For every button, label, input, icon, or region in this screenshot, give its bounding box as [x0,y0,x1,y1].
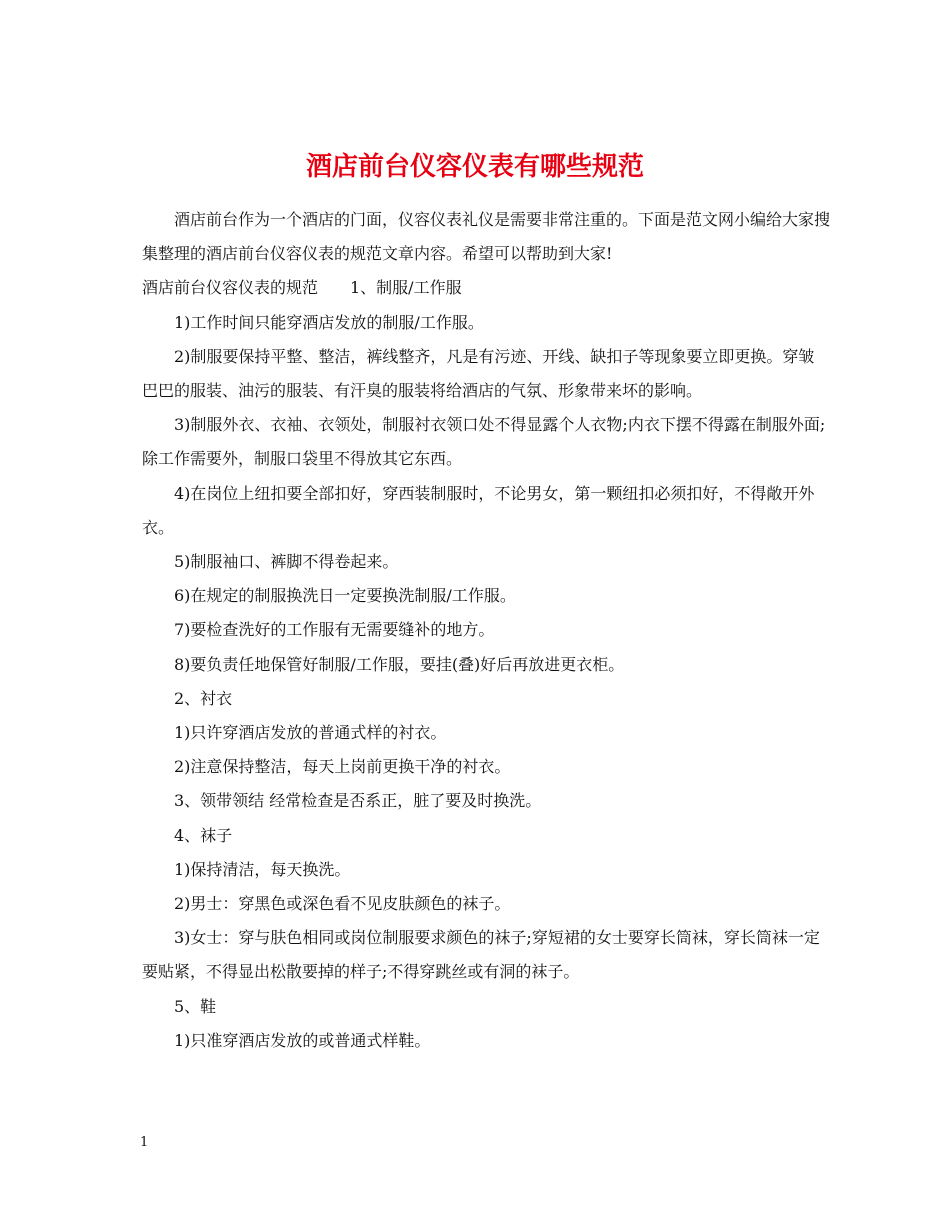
paragraph: 2)男士：穿黑色或深色看不见皮肤颜色的袜子。 [174,894,511,914]
paragraph: 5)制服袖口、裤脚不得卷起来。 [174,552,399,572]
paragraph: 4)在岗位上纽扣要全部扣好，穿西装制服时，不论男女，第一颗纽扣必须扣好，不得敞开外衣。 [142,483,815,537]
paragraph: 1)只许穿酒店发放的普通式样的衬衣。 [174,723,447,743]
paragraph: 1)只准穿酒店发放的或普通式样鞋。 [174,1030,431,1050]
paragraph: 2、衬衣 [174,688,233,708]
paragraph: 6)在规定的制服换洗日一定要换洗制服/工作服。 [174,586,516,606]
paragraph: 2)注意保持整洁，每天上岗前更换干净的衬衣。 [174,757,511,777]
paragraph: 1)工作时间只能穿酒店发放的制服/工作服。 [174,312,484,332]
paragraph: 3、领带领结 经常检查是否系正，脏了要及时换洗。 [174,791,542,811]
document-body [142,203,830,1058]
paragraph: 酒店前台仪容仪表的规范 1、制服/工作服 [142,278,462,298]
paragraph: 8)要负责任地保管好制服/工作服，要挂(叠)好后再放进更衣柜。 [174,654,625,674]
paragraph: 7)要检查洗好的工作服有无需要缝补的地方。 [174,620,495,640]
paragraph: 2)制服要保持平整、整洁，裤线整齐，凡是有污迹、开线、缺扣子等现象要立即更换。穿皱巴巴的服装、油污的服装、有汗臭的服装将给酒店的气氛、形象带来坏的影响。 [142,346,815,401]
page-number: 1 [140,1135,149,1150]
paragraph: 3)女士：穿与肤色相同或岗位制服要求颜色的袜子;穿短裙的女士要穿长筒袜，穿长筒袜一定要贴紧，不得显出松散要掉的样子;不得穿跳丝或有洞的袜子。 [142,928,820,982]
paragraph: 1)保持清洁，每天换洗。 [174,859,351,879]
paragraph: 3)制服外衣、衣袖、衣领处，制服衬衣领口处不得显露个人衣物;内衣下摆不得露在制服外面;除工作需要外，制服口袋里不得放其它东西。 [142,415,826,469]
paragraph: 4、袜子 [174,825,233,845]
document-title: 酒店前台仪容仪表有哪些规范 [305,152,644,183]
paragraph: 5、鞋 [174,996,217,1016]
paragraph: 酒店前台作为一个酒店的门面，仪容仪表礼仪是需要非常注重的。下面是范文网小编给大家搜集整理的酒店前台仪容仪表的规范文章内容。希望可以帮助到大家! [142,210,831,264]
